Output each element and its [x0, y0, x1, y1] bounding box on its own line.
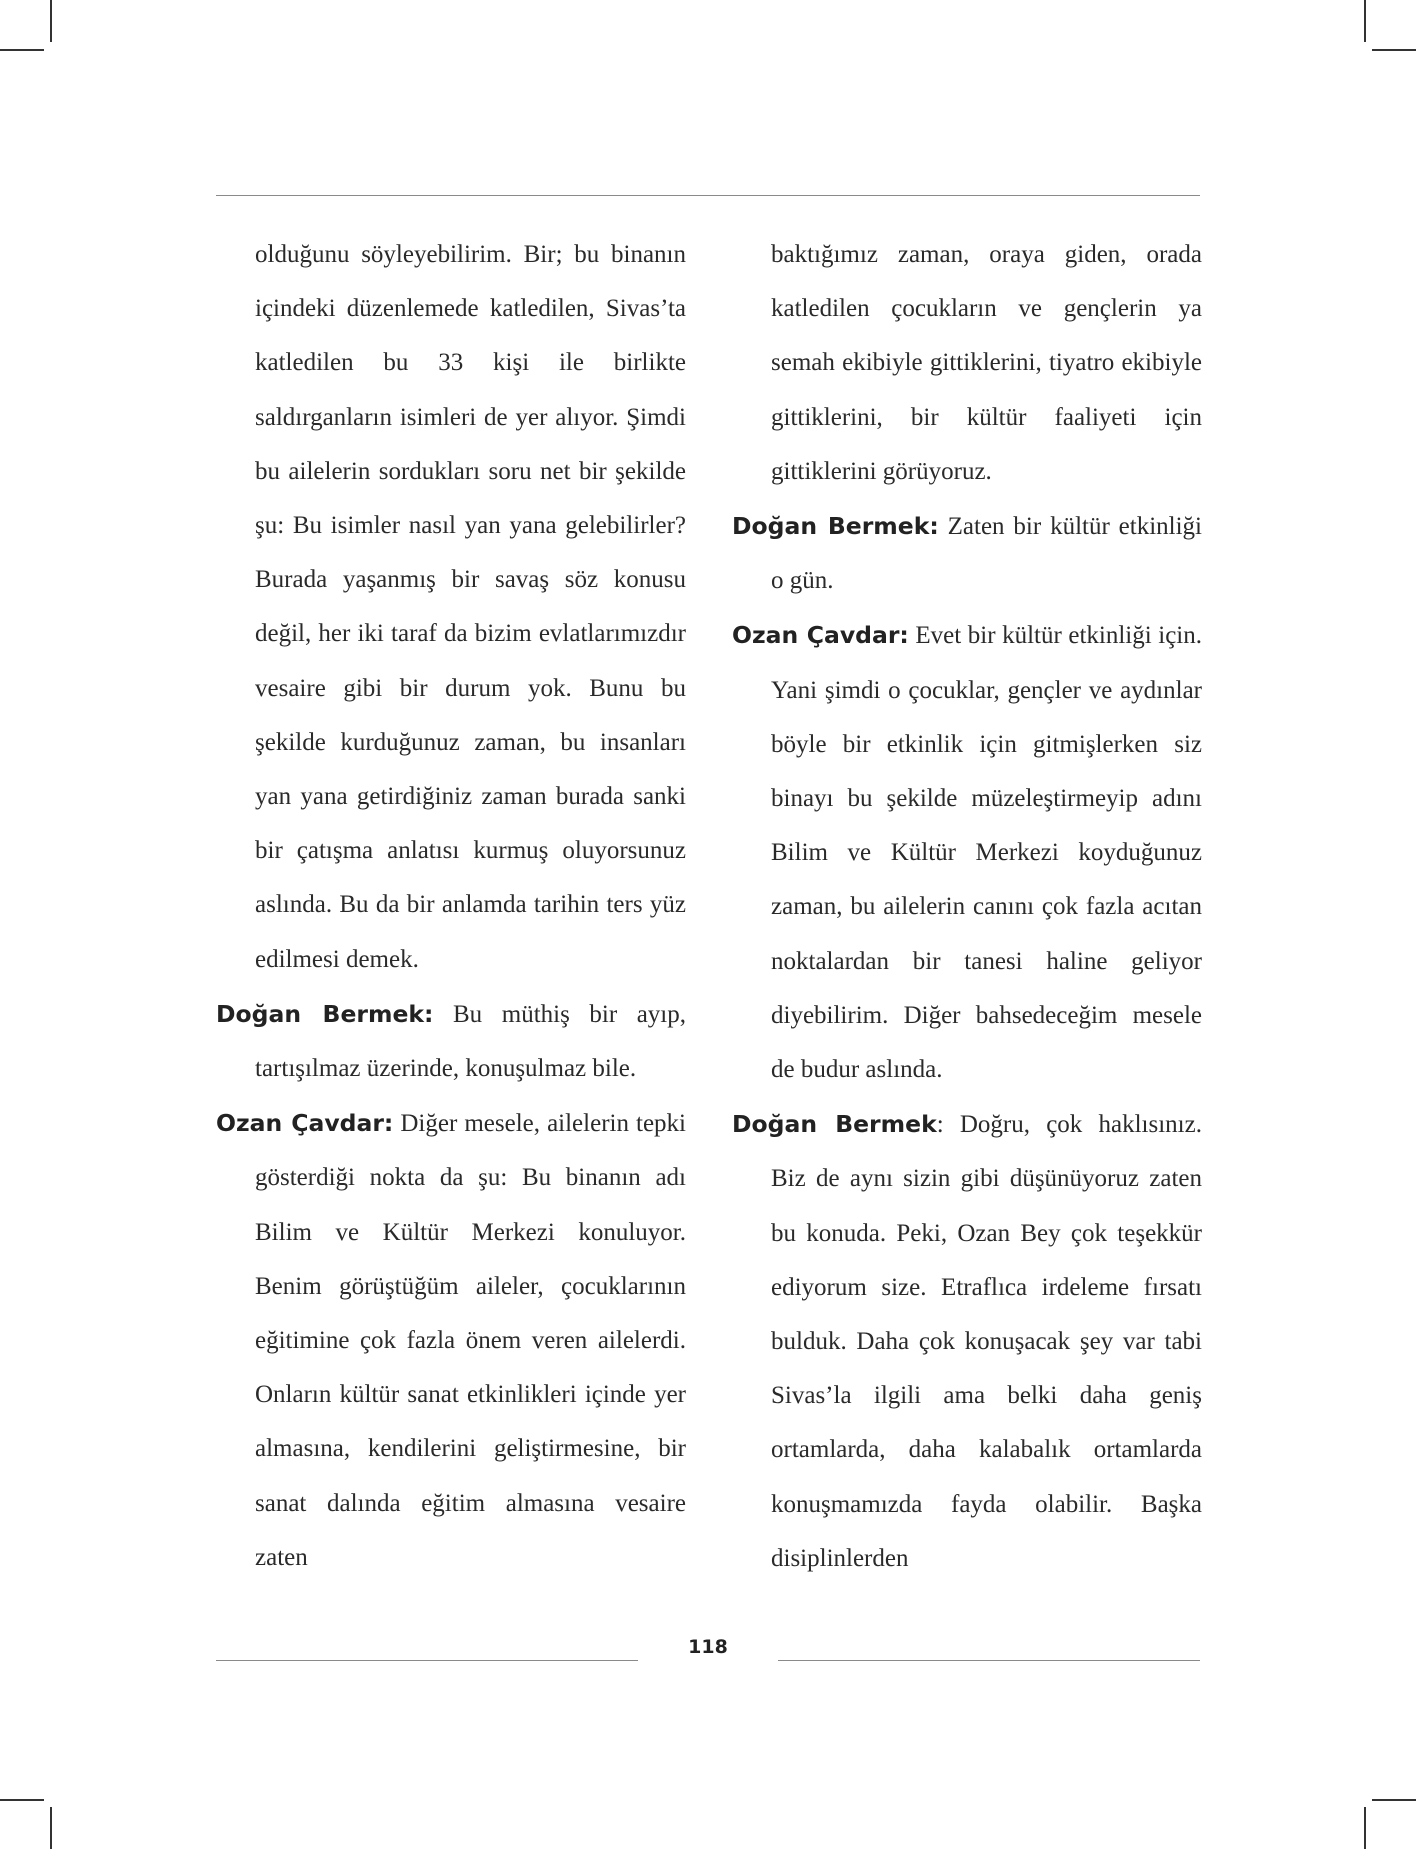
- crop-mark: [1364, 1807, 1366, 1849]
- paragraph-continuation: [732, 228, 1202, 499]
- turn-text: Zaten bir kültür etkinliği o gün.: [771, 513, 1202, 595]
- speaker-name: Ozan Çavdar:: [732, 621, 909, 650]
- crop-mark: [0, 1799, 44, 1801]
- dialogue-turn: [732, 1097, 1202, 1586]
- speaker-name: Ozan Çavdar:: [216, 1109, 394, 1138]
- turn-text: Evet bir kültür etkinliği için. Yani şimdi o çocuklar, gençler ve aydınlar böyle bir etkinlik için gitmişlerken siz binayı bu şekilde müzeleştirmeyip adını Bilim ve Kültür Merkezi koyduğunuz zaman, bu ailelerin canını çok fazla acıtan noktalardan bir tanesi haline geliyor diyebilirim. Diğer bahsedeceğim mesele de budur aslında.: [771, 622, 1202, 1084]
- speaker-name: Doğan Bermek:: [732, 512, 939, 541]
- turn-text: Bu müthiş bir ayıp, tartışılmaz üzerinde, konuşulmaz bile.: [255, 1000, 686, 1083]
- page-number: 118: [688, 1636, 728, 1658]
- dialogue-turn: [216, 987, 686, 1096]
- crop-mark: [50, 0, 52, 42]
- turn-text: : Doğru, çok haklısınız. Biz de aynı sizin gibi düşünüyoruz zaten bu konuda. Peki, Ozan Bey çok teşekkür ediyorum size. Etraflıca irdeleme fırsatı bulduk. Daha çok konuşacak şey var tabi Sivas’la ilgili ama belki daha geniş ortamlarda, daha kalabalık ortamlarda konuşmamızda fayda olabilir. Başka disiplinlerden: [771, 1111, 1202, 1572]
- speaker-name: Doğan Bermek:: [216, 999, 434, 1028]
- paragraph-text: olduğunu söyleyebilirim. Bir; bu binanın içindeki düzenlemede katledilen, Sivas’ta katledilen bu 33 kişi ile birlikte saldırganların isimleri de yer alıyor. Şimdi bu ailelerin sordukları soru net bir şekilde şu: Bu isimler nasıl yan yana gelebilirler? Burada yaşanmış bir savaş söz konusu değil, her iki taraf da bizim evlatlarımızdır vesaire gibi bir durum yok. Bunu bu şekilde kurduğunuz zaman, bu insanları yan yana getirdiğiniz zaman burada sanki bir çatışma anlatısı kurmuş oluyorsunuz aslında. Bu da bir anlamda tarihin ters yüz edilmesi demek.: [255, 241, 686, 973]
- dialogue-turn: [216, 1096, 686, 1585]
- header-rule: [216, 195, 1200, 196]
- dialogue-turn: [732, 499, 1202, 608]
- crop-mark: [1364, 0, 1366, 42]
- turn-text: Diğer mesele, ailelerin tepki gösterdiği nokta da şu: Bu binanın adı Bilim ve Kültür Merkezi konuluyor. Benim görüştüğüm aileler, çocuklarının eğitimine çok fazla önem veren ailelerdi. Onların kültür sanat etkinlikleri içinde yer almasına, kendilerini geliştirmesine, bir sanat dalında eğitim almasına vesaire zaten: [255, 1110, 687, 1571]
- paragraph-continuation: [216, 228, 686, 987]
- left-column: [216, 228, 686, 1585]
- footer-rule-right: [778, 1660, 1200, 1661]
- right-column: [732, 228, 1202, 1586]
- crop-mark: [50, 1807, 52, 1849]
- dialogue-turn: [732, 608, 1202, 1097]
- crop-mark: [1372, 1799, 1416, 1801]
- footer-rule-left: [216, 1660, 638, 1661]
- paragraph-text: baktığımız zaman, oraya giden, orada katledilen çocukların ve gençlerin ya semah ekibiyle gittiklerini, tiyatro ekibiyle gittiklerini, bir kültür faaliyeti için gittiklerini görüyoruz.: [771, 241, 1202, 485]
- crop-mark: [0, 49, 44, 51]
- speaker-name: Doğan Bermek: [732, 1110, 937, 1139]
- crop-mark: [1372, 49, 1416, 51]
